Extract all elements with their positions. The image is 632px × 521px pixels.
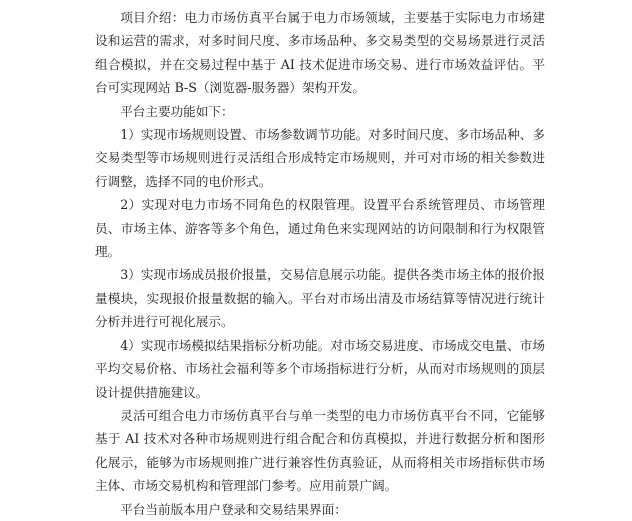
functions-heading: 平台主要功能如下： xyxy=(120,103,234,119)
function-item-3: 3）实现市场成员报价报量，交易信息展示功能。提供各类市场主体的报价报量模块，实现报价报量数据的输入。平台对市场出清及市场结算等情况进行统计分析并进行可视化展示。 xyxy=(95,267,545,330)
function-item-2: 2）实现对电力市场不同角色的权限管理。设置平台系统管理员、市场管理员、市场主体、游客等多个角色，通过角色来实现网站的访问限制和行为权限管理。 xyxy=(95,197,545,260)
document-body xyxy=(95,6,545,521)
function-item-1: 1）实现市场规则设置、市场参数调节功能。对多时间尺度、多市场品种、多交易类型等市场规则进行灵活组合形成特定市场规则，并可对市场的相关参数进行调整，选择不同的电价形式。 xyxy=(95,127,545,189)
screenshot-caption: 平台当前版本用户登录和交易结果界面： xyxy=(120,501,347,517)
summary-paragraph: 灵活可组合电力市场仿真平台与单一类型的电力市场仿真平台不同，它能够基于 AI 技术对各种市场规则进行组合配合和仿真模拟，并进行数据分析和图形化展示，能够为市场规则推广进行兼容性仿真验证，从而将相关市场指标供市场主体、市场交易机构和管理部门参考。应用前景广阔。 xyxy=(95,407,545,494)
function-item-4: 4）实现市场模拟结果指标分析功能。对市场交易进度、市场成交电量、市场平均交易价格、市场社会福利等多个市场指标进行分析，从而对市场规则的顶层设计提供措施建议。 xyxy=(95,337,545,400)
intro-paragraph: 项目介绍：电力市场仿真平台属于电力市场领域，主要基于实际电力市场建设和运营的需求，对多时间尺度、多市场品种、多交易类型的交易场景进行灵活组合模拟，并在交易过程中基于 AI 技术促进市场交易、进行市场效益评估。平台可实现网站 B-S（浏览器-服务器）架构开发。 xyxy=(95,10,545,96)
